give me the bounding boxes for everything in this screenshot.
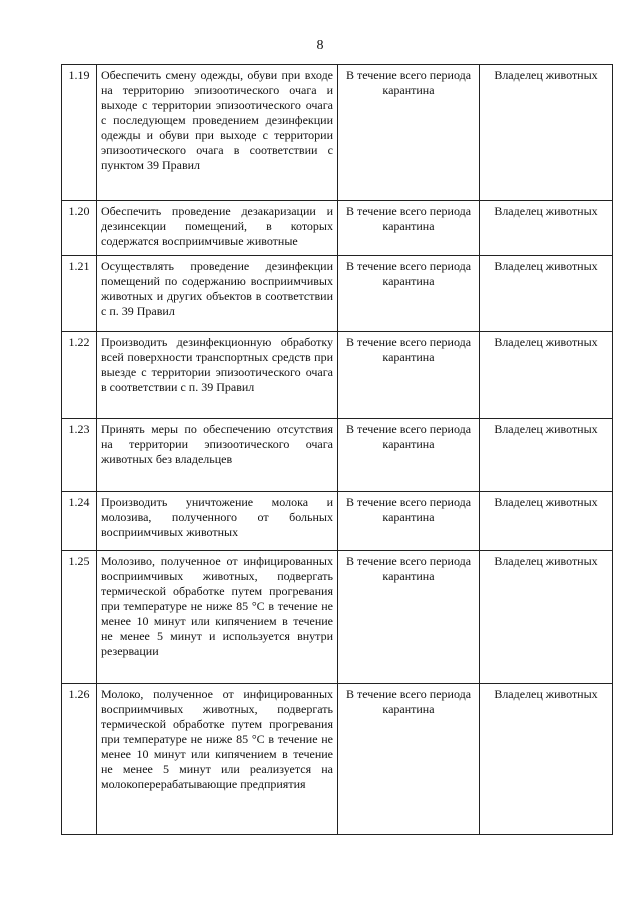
table-row (62, 551, 613, 684)
measure-text: Обеспечить проведение дезакаризации и дезинсекции помещений, в которых содержатся восприимчивые животные (97, 201, 338, 256)
measures-table (61, 64, 613, 835)
measure-text: Осуществлять проведение дезинфекции помещений по содержанию восприимчивых животных и других объектов в соответствии с п. 39 Правил (97, 256, 338, 332)
row-number: 1.21 (62, 256, 97, 332)
measure-period: В течение всего периода карантина (338, 332, 480, 419)
table-row (62, 332, 613, 419)
table-row (62, 201, 613, 256)
measure-text: Производить дезинфекционную обработку всей поверхности транспортных средств при выезде с территории эпизоотического очага в соответствии с п. 39 Правил (97, 332, 338, 419)
row-number: 1.19 (62, 65, 97, 201)
measure-period: В течение всего периода карантина (338, 65, 480, 201)
measure-text: Производить уничтожение молока и молозива, полученного от больных восприимчивых животных (97, 492, 338, 551)
measure-responsible: Владелец животных (480, 419, 613, 492)
measure-text: Принять меры по обеспечению отсутствия на территории эпизоотического очага животных без владельцев (97, 419, 338, 492)
measure-text: Молоко, полученное от инфицированных восприимчивых животных, подвергать термической обработке путем прогревания при температуре не ниже 85 °С в течение не менее 10 минут или кипячением в течение не менее 5 минут или реализуется на молокоперерабатывающие предприятия (97, 684, 338, 835)
table-row (62, 65, 613, 201)
row-number: 1.20 (62, 201, 97, 256)
row-number: 1.25 (62, 551, 97, 684)
table-row (62, 492, 613, 551)
table-row (62, 419, 613, 492)
row-number: 1.24 (62, 492, 97, 551)
measure-text: Обеспечить смену одежды, обуви при входе на территорию эпизоотического очага и выходе с территории эпизоотического очага с последующем проведением дезинфекции одежды и обуви при выходе с территории эпизоотического очага в соответствии с пунктом 39 Правил (97, 65, 338, 201)
measure-period: В течение всего периода карантина (338, 492, 480, 551)
measure-period: В течение всего периода карантина (338, 684, 480, 835)
table-row (62, 256, 613, 332)
measure-responsible: Владелец животных (480, 492, 613, 551)
measure-responsible: Владелец животных (480, 65, 613, 201)
measure-responsible: Владелец животных (480, 551, 613, 684)
measure-period: В течение всего периода карантина (338, 201, 480, 256)
measure-period: В течение всего периода карантина (338, 419, 480, 492)
row-number: 1.23 (62, 419, 97, 492)
page-number: 8 (316, 38, 324, 53)
measure-responsible: Владелец животных (480, 256, 613, 332)
row-number: 1.26 (62, 684, 97, 835)
table-row (62, 684, 613, 835)
measure-responsible: Владелец животных (480, 201, 613, 256)
measure-text: Молозиво, полученное от инфицированных восприимчивых животных, подвергать термической обработке путем прогревания при температуре не ниже 85 °С в течение не менее 10 минут или кипячением в течение не менее 5 минут и используется внутри резервации (97, 551, 338, 684)
row-number: 1.22 (62, 332, 97, 419)
measure-period: В течение всего периода карантина (338, 256, 480, 332)
measure-period: В течение всего периода карантина (338, 551, 480, 684)
measure-responsible: Владелец животных (480, 684, 613, 835)
measure-responsible: Владелец животных (480, 332, 613, 419)
